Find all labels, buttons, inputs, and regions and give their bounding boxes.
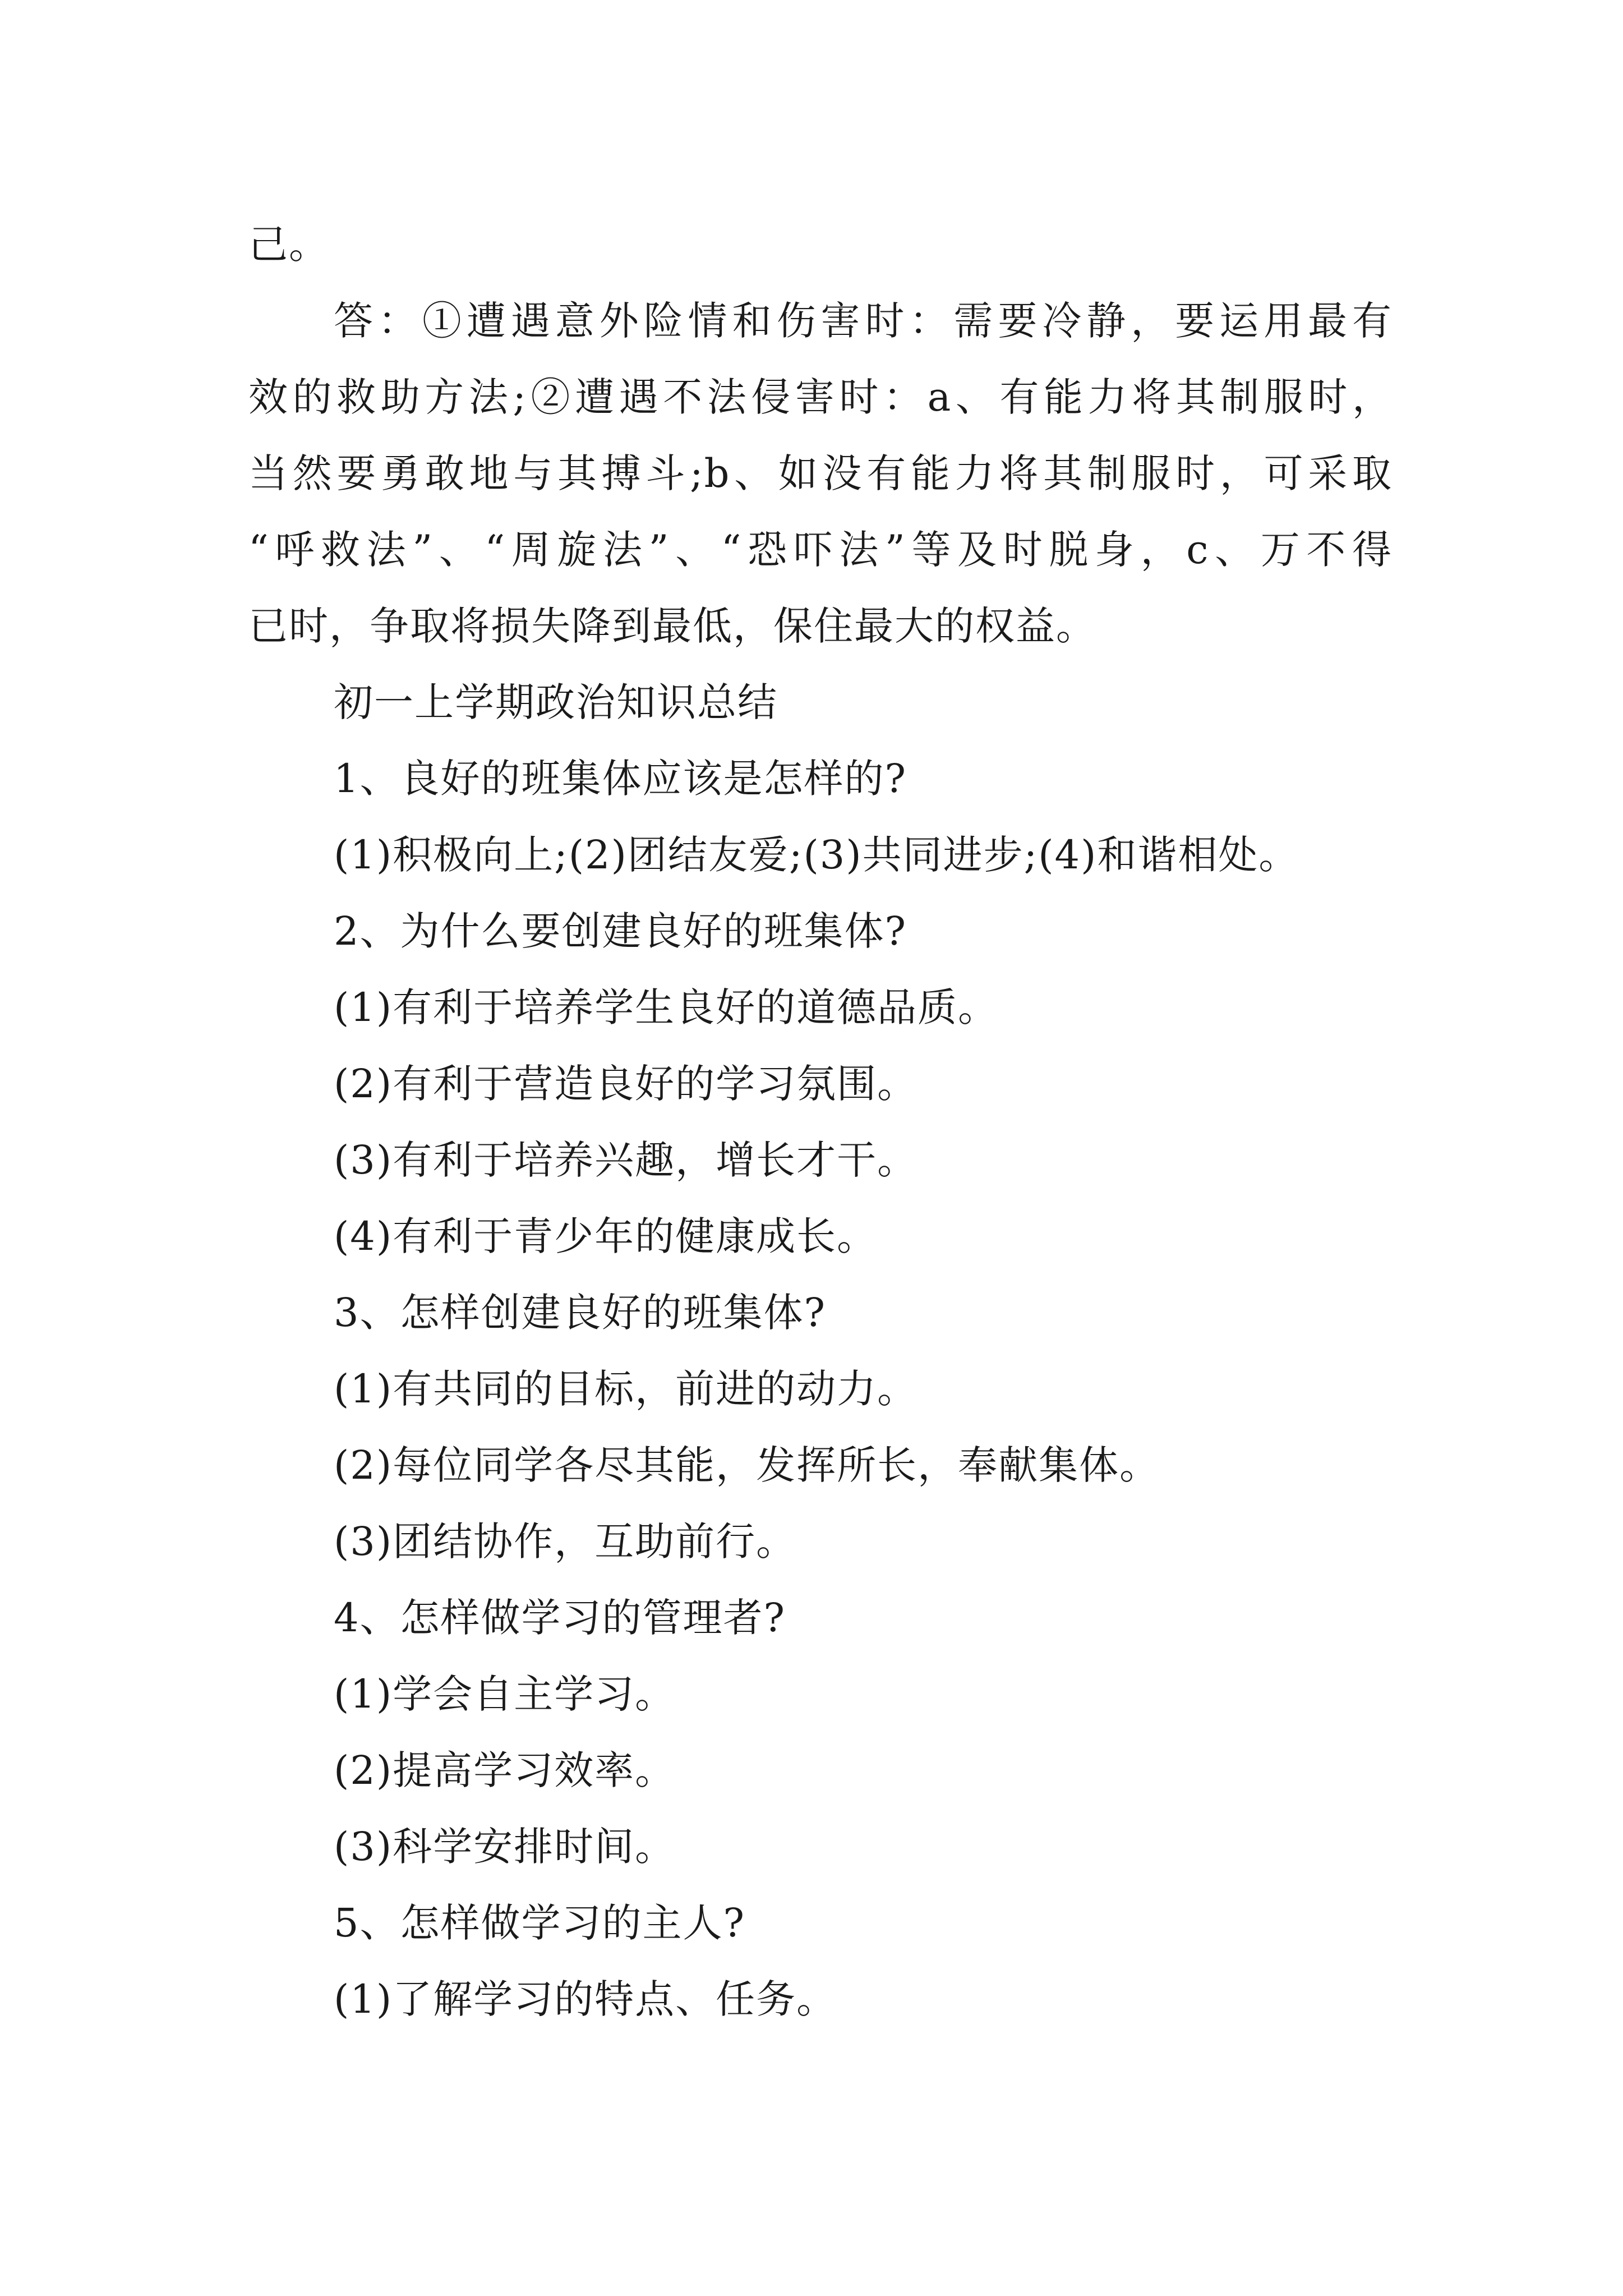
text-line: (2)每位同学各尽其能，发挥所长，奉献集体。 (334, 1442, 1160, 1488)
text-line: (1)积极向上;(2)团结友爱;(3)共同进步;(4)和谐相处。 (334, 832, 1299, 878)
text-line: 己。 (248, 222, 329, 268)
text-line: (1)学会自主学习。 (334, 1671, 676, 1717)
text-line: (2)提高学习效率。 (334, 1747, 676, 1793)
text-line: 4、怎样做学习的管理者? (334, 1595, 786, 1641)
text-line: 已时，争取将损失降到最低，保住最大的权益。 (248, 603, 1096, 649)
text-line: 效的救助方法;②遭遇不法侵害时：a、有能力将其制服时， (248, 374, 1393, 420)
text-line: (1)有利于培养学生良好的道德品质。 (334, 984, 999, 1030)
text-line: 初一上学期政治知识总结 (334, 679, 778, 725)
text-line: (2)有利于营造良好的学习氛围。 (334, 1061, 918, 1107)
text-line: (3)团结协作，互助前行。 (334, 1519, 797, 1565)
text-line: (1)有共同的目标，前进的动力。 (334, 1366, 918, 1412)
text-line: 答：①遭遇意外险情和伤害时：需要冷静，要运用最有 (334, 298, 1393, 344)
text-line: “呼救法”、“周旋法”、“恐吓法”等及时脱身，c、万不得 (248, 527, 1393, 573)
text-line: 2、为什么要创建良好的班集体? (334, 908, 907, 954)
text-line: 当然要勇敢地与其搏斗;b、如没有能力将其制服时，可采取 (248, 450, 1393, 496)
text-line: (3)科学安排时间。 (334, 1824, 676, 1870)
text-line: (1)了解学习的特点、任务。 (334, 1976, 837, 2022)
text-line: 5、怎样做学习的主人? (334, 1900, 746, 1946)
document-body (248, 206, 1393, 2037)
text-line: 3、怎样创建良好的班集体? (334, 1290, 827, 1336)
text-line: (4)有利于青少年的健康成长。 (334, 1213, 878, 1259)
text-line: 1、良好的班集体应该是怎样的? (334, 756, 907, 802)
text-line: (3)有利于培养兴趣，增长才干。 (334, 1137, 918, 1183)
